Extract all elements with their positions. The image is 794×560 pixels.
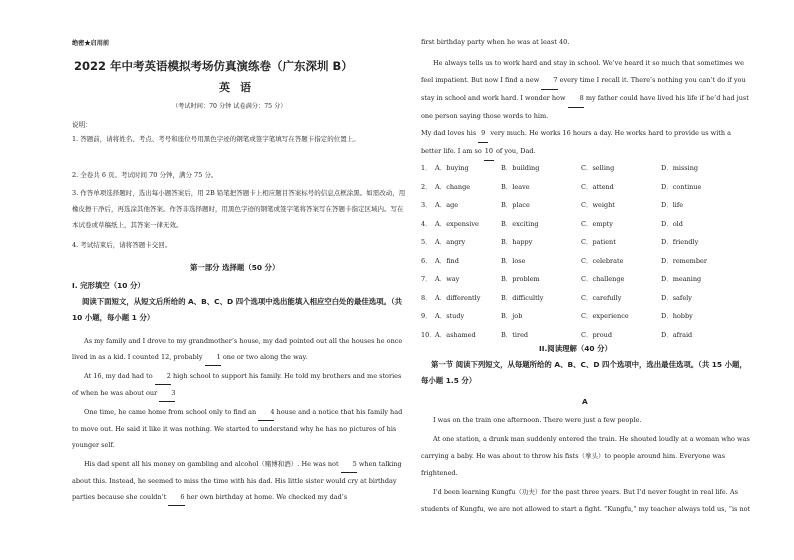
cloze-text: her own birthday at home. We checked my dad’s bbox=[186, 493, 348, 501]
option-row bbox=[421, 293, 751, 303]
instructions-heading: 说明： bbox=[72, 121, 92, 129]
cloze-blank-9: 9 bbox=[478, 125, 488, 143]
question-number: 4． bbox=[421, 219, 432, 228]
option-a: A．ashamed bbox=[435, 330, 476, 339]
option-a: A．change bbox=[435, 182, 471, 191]
option-d: D．safely bbox=[661, 293, 692, 302]
cloze-blank-3: 3 bbox=[159, 385, 175, 402]
option-b: B．problem bbox=[501, 275, 540, 283]
passage-paragraph-1: I was on the train one afternoon. There were just a few people. bbox=[433, 416, 642, 424]
question-number: 2． bbox=[421, 182, 432, 191]
option-row bbox=[421, 274, 751, 284]
cloze-text: every time I recall it. There’s nothing you can’t do if you stay in school and work hard. I wonder how bbox=[421, 76, 746, 102]
cloze-paragraph-1 bbox=[72, 333, 408, 366]
passage-paragraph-3: I’d been learning Kungfu（功夫）for the past three years. But I’d never fought in real life. As students of Kungfu, we are not allowed to start a fight. “Kungfu,” my teacher always told us, “is not bbox=[421, 488, 751, 513]
option-a: A．differently bbox=[435, 293, 481, 302]
cloze-text: His dad spent all his money on gambling and alcohol（赌博和酒）. He was not bbox=[84, 460, 339, 468]
reading-section-heading: II.阅读理解（40 分） bbox=[539, 344, 612, 353]
option-b: B．job bbox=[501, 312, 523, 320]
exam-title: 2022 年中考英语模拟考场仿真演练卷（广东深圳 B） bbox=[74, 59, 353, 73]
cloze-directions: 阅读下面短文，从短文后所给的 A、B、C、D 四个选项中选出能填入相应空白处的最佳选项。（共 10 小题，每小题 1 分） bbox=[72, 297, 402, 322]
instruction-4: 4. 考试结束后，请将答题卡交回。 bbox=[72, 241, 172, 249]
option-d: D．life bbox=[661, 201, 684, 209]
option-a: A．buying bbox=[435, 164, 469, 172]
cloze-paragraph-5 bbox=[421, 55, 751, 125]
part1-heading: 第一部分 选择题（50 分） bbox=[190, 263, 280, 272]
question-number: 9． bbox=[421, 312, 432, 320]
option-c: C．celebrate bbox=[581, 256, 624, 265]
cloze-text: one or two along the way. bbox=[222, 353, 308, 361]
option-c: C．challenge bbox=[581, 275, 625, 283]
cloze-text: of you, Dad. bbox=[495, 147, 536, 155]
cloze-paragraph-3 bbox=[72, 404, 408, 453]
cloze-blank-7: 7 bbox=[541, 72, 557, 90]
option-row bbox=[421, 200, 751, 210]
cloze-blank-4: 4 bbox=[258, 404, 274, 421]
passage-paragraph-2: At one station, a drunk man suddenly entered the train. He shouted loudly at a woman who was carrying a baby. He was about to throw his fists（拳头）to people around him. Everyone was frightened. bbox=[421, 435, 750, 477]
option-c: C．patient bbox=[581, 238, 616, 246]
option-a: A．way bbox=[435, 275, 460, 283]
option-c: C．experience bbox=[581, 312, 629, 320]
cloze-blank-1: 1 bbox=[205, 349, 221, 366]
option-d: D．old bbox=[661, 219, 683, 228]
option-c: C．proud bbox=[581, 330, 613, 339]
question-number: 3． bbox=[421, 201, 432, 209]
option-d: D．missing bbox=[661, 164, 699, 172]
passage-label: A bbox=[582, 397, 588, 406]
exam-info: （考试时间：70 分钟 试卷满分：75 分） bbox=[172, 103, 287, 110]
cloze-paragraph-4 bbox=[72, 456, 408, 506]
secret-label: 绝密★启用前 bbox=[72, 40, 110, 47]
option-b: B．tired bbox=[501, 330, 529, 339]
question-number: 10． bbox=[421, 330, 436, 339]
option-d: D．afraid bbox=[661, 330, 693, 339]
instruction-1: 1. 答题前，请将姓名、考点、考号和座位号用黑色字迹的钢笔或签字笔填写在答题卡指定的位置上。 bbox=[72, 135, 360, 143]
cloze-blank-6: 6 bbox=[168, 489, 184, 506]
option-b: B．lose bbox=[501, 256, 526, 265]
option-row bbox=[421, 219, 751, 229]
option-d: D．continue bbox=[661, 182, 702, 191]
option-row bbox=[421, 311, 751, 321]
option-c: C．attend bbox=[581, 182, 614, 191]
reading-directions: 第一节 阅读下列短文，从每题所给的 A、B、C、D 四个选项中，选出最佳选项。（共 15 小题，每小题 1.5 分） bbox=[421, 360, 747, 385]
question-number: 7． bbox=[421, 275, 432, 283]
option-a: A．angry bbox=[435, 238, 466, 246]
option-c: C．selling bbox=[581, 164, 615, 172]
cloze-blank-8: 8 bbox=[568, 90, 584, 108]
option-a: A．find bbox=[435, 256, 459, 265]
cloze-paragraph-6 bbox=[421, 125, 751, 161]
cloze-text: very much. He works 16 hours a day. He works hard to provide us with a better life. I am so bbox=[421, 129, 732, 155]
option-d: D．friendly bbox=[661, 238, 699, 246]
option-row bbox=[421, 330, 751, 340]
cloze-blank-5: 5 bbox=[341, 456, 357, 473]
option-c: C．carefully bbox=[581, 293, 622, 302]
option-a: A．expensive bbox=[435, 219, 479, 228]
cloze-text: At 16, my dad had to bbox=[84, 372, 153, 380]
cloze-text: when talking about this. Instead, he seemed to miss the time with his dad. His little sister would cry at birthday parties because she couldn’t bbox=[72, 460, 402, 501]
question-number: 6． bbox=[421, 256, 432, 265]
option-c: C．empty bbox=[581, 219, 613, 228]
instruction-3: 3. 作答单项选择题时，选出每小题答案后，用 2B 铅笔把答题卡上相应题目答案标号的信息点框涂黑。如需改动，用橡皮擦干净后，再选涂其他答案。作答非选择题时，用黑色字迹的钢笔或签字笔将答案写在答题卡指定区域内。写在本试卷或草稿纸上，其答案一律无效。 bbox=[72, 189, 406, 229]
option-b: B．exciting bbox=[501, 219, 539, 228]
cloze-continued-text: first birthday party when he was at least 40. bbox=[421, 38, 570, 46]
cloze-text: As my family and I drove to my grandmother’s house, my dad pointed out all the houses he once lived in as a kid. I counted 12, probably bbox=[72, 337, 403, 361]
cloze-blank-10: 10 bbox=[484, 143, 494, 161]
option-d: D．meaning bbox=[661, 275, 702, 283]
option-d: D．remember bbox=[661, 256, 707, 265]
question-number: 5． bbox=[421, 238, 432, 246]
option-row bbox=[421, 256, 751, 266]
cloze-section-heading: I. 完形填空（10 分） bbox=[72, 281, 145, 290]
option-a: A．age bbox=[435, 201, 459, 209]
question-number: 1． bbox=[421, 164, 432, 172]
cloze-text: He always tells us to work hard and stay in school. We’ve heard it so much that sometimes we feel impatient. But now I find a new bbox=[421, 59, 744, 84]
cloze-text: One time, he came home from school only to find an bbox=[84, 408, 257, 416]
cloze-text: my father could have lived his life if he’d had just one person saying those words to him. bbox=[421, 94, 749, 120]
option-d: D．hobby bbox=[661, 312, 693, 320]
subject-label: 英语 bbox=[219, 81, 261, 94]
option-b: B．place bbox=[501, 201, 530, 209]
instruction-2: 2. 全卷共 6 页。考试时间 70 分钟，满分 75 分。 bbox=[72, 171, 218, 179]
option-b: B．building bbox=[501, 164, 540, 172]
option-b: B．happy bbox=[501, 238, 533, 246]
question-number: 8． bbox=[421, 293, 432, 302]
option-b: B．leave bbox=[501, 182, 530, 191]
cloze-text: My dad loves his bbox=[421, 129, 477, 137]
option-row bbox=[421, 182, 751, 192]
option-b: B．difficultly bbox=[501, 293, 544, 302]
cloze-paragraph-2 bbox=[72, 368, 408, 402]
cloze-text: high school to support his family. He told my brothers and me stories of when he was about our bbox=[72, 372, 402, 397]
cloze-text: house and a notice that his family had to move out. He said it like it was nothing. We started to understand why he has no pictures of his younger self. bbox=[72, 408, 403, 449]
option-row bbox=[421, 163, 751, 173]
option-row bbox=[421, 237, 751, 247]
option-c: C．weight bbox=[581, 201, 615, 209]
cloze-blank-2: 2 bbox=[155, 368, 171, 385]
option-a: A．study bbox=[435, 312, 465, 320]
